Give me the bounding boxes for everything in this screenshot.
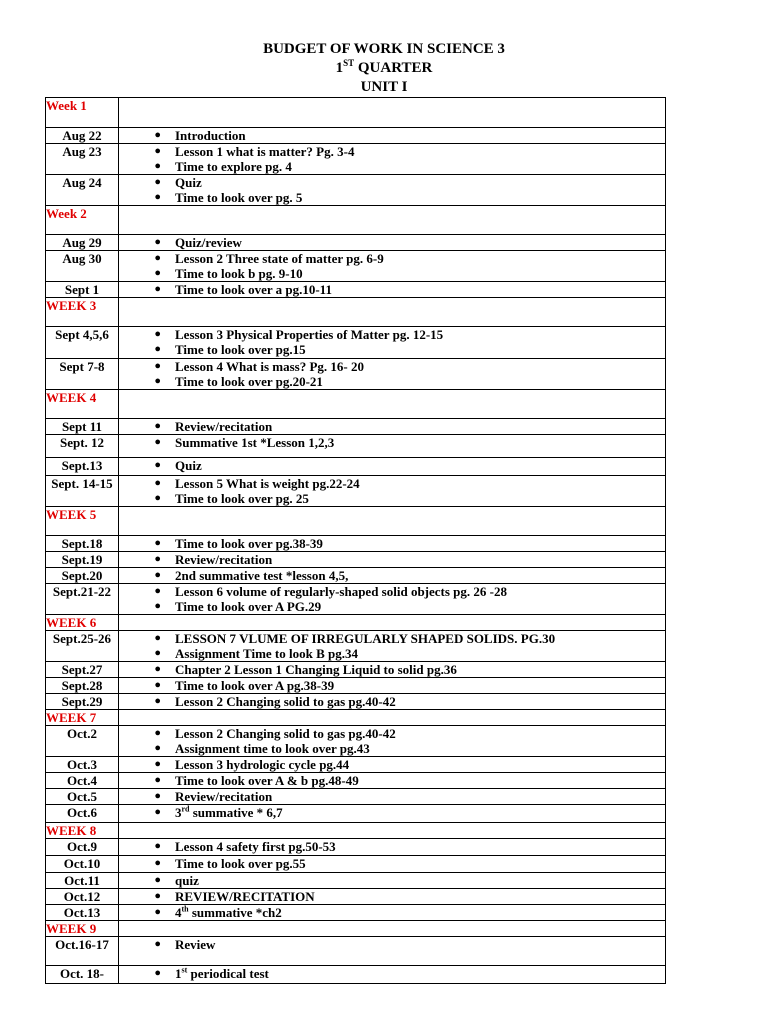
date-cell: Aug 30 <box>46 251 119 282</box>
bullet-icon: ● <box>154 857 161 869</box>
date-cell: Oct.13 <box>46 905 119 921</box>
lesson-item <box>119 144 665 159</box>
table-row <box>46 873 666 889</box>
lesson-item <box>119 476 665 491</box>
table-row <box>46 327 666 359</box>
lesson-item <box>119 552 665 567</box>
lessons-cell <box>119 773 666 789</box>
lesson-text: 4th summative *ch2 <box>175 904 282 920</box>
lesson-item <box>119 536 665 551</box>
lessons-cell <box>119 419 666 435</box>
lesson-text: Review/recitation <box>175 552 273 567</box>
week-empty-cell <box>119 206 666 235</box>
date-cell: Oct. 18- <box>46 966 119 984</box>
lesson-text: Lesson 2 Changing solid to gas pg.40-42 <box>175 694 396 709</box>
date-cell: Sept.28 <box>46 678 119 694</box>
week-empty-cell <box>119 615 666 631</box>
week-label: WEEK 5 <box>46 507 119 536</box>
bullet-icon: ● <box>154 790 161 802</box>
lesson-text: Lesson 4 safety first pg.50-53 <box>175 839 336 854</box>
lesson-item <box>119 757 665 772</box>
table-row <box>46 789 666 805</box>
lesson-text: 2nd summative test *lesson 4,5, <box>175 568 349 583</box>
lesson-text: Review <box>175 937 216 952</box>
lesson-item <box>119 678 665 693</box>
bullet-icon: ● <box>154 252 161 264</box>
bullet-icon: ● <box>154 360 161 372</box>
lessons-cell <box>119 175 666 206</box>
lesson-item <box>119 599 665 614</box>
quarter-word: QUARTER <box>354 60 433 76</box>
lesson-text: Lesson 5 What is weight pg.22-24 <box>175 476 360 491</box>
table-row <box>46 419 666 435</box>
table-row <box>46 175 666 206</box>
table-row <box>46 905 666 921</box>
bullet-icon: ● <box>154 890 161 902</box>
date-cell: Oct.12 <box>46 889 119 905</box>
table-row <box>46 678 666 694</box>
bullet-icon: ● <box>154 938 161 950</box>
bullet-icon: ● <box>154 459 161 471</box>
lessons-cell <box>119 889 666 905</box>
lesson-item <box>119 282 665 297</box>
lesson-item <box>119 805 665 820</box>
date-cell: Oct.5 <box>46 789 119 805</box>
lesson-item <box>119 905 665 920</box>
budget-table <box>45 97 666 984</box>
bullet-icon: ● <box>154 663 161 675</box>
date-cell: Sept 1 <box>46 282 119 298</box>
bullet-icon: ● <box>154 267 161 279</box>
lesson-text: Assignment time to look over pg.43 <box>175 741 370 756</box>
table-row <box>46 726 666 757</box>
date-cell: Oct.10 <box>46 856 119 873</box>
date-cell: Sept.27 <box>46 662 119 678</box>
date-cell: Sept. 12 <box>46 435 119 458</box>
lessons-cell <box>119 805 666 823</box>
lessons-cell <box>119 631 666 662</box>
date-cell: Sept.19 <box>46 552 119 568</box>
week-empty-cell <box>119 921 666 937</box>
week-empty-cell <box>119 823 666 839</box>
lessons-cell <box>119 327 666 359</box>
bullet-icon: ● <box>154 906 161 918</box>
table-row <box>46 584 666 615</box>
week-label: WEEK 6 <box>46 615 119 631</box>
lessons-cell <box>119 251 666 282</box>
lesson-text: Time to look over pg.55 <box>175 856 306 871</box>
lesson-item <box>119 937 665 952</box>
table-row <box>46 536 666 552</box>
date-cell: Oct.2 <box>46 726 119 757</box>
lesson-item <box>119 359 665 374</box>
date-cell: Sept.20 <box>46 568 119 584</box>
table-row <box>46 251 666 282</box>
lessons-cell <box>119 144 666 175</box>
lessons-cell <box>119 873 666 889</box>
lesson-item <box>119 568 665 583</box>
table-row <box>46 552 666 568</box>
week-row <box>46 507 666 536</box>
lesson-text: quiz <box>175 873 199 888</box>
week-label: Week 1 <box>46 98 119 128</box>
table-row <box>46 144 666 175</box>
lessons-cell <box>119 966 666 984</box>
week-empty-cell <box>119 710 666 726</box>
week-row <box>46 615 666 631</box>
doc-quarter <box>0 59 768 77</box>
bullet-icon: ● <box>154 569 161 581</box>
week-row <box>46 206 666 235</box>
lesson-text: 1st periodical test <box>175 965 269 981</box>
lessons-cell <box>119 235 666 251</box>
date-cell: Aug 23 <box>46 144 119 175</box>
bullet-icon: ● <box>154 191 161 203</box>
week-label: WEEK 9 <box>46 921 119 937</box>
date-cell: Oct.11 <box>46 873 119 889</box>
bullet-icon: ● <box>154 553 161 565</box>
lesson-text: Lesson 6 volume of regularly-shaped solid objects pg. 26 -28 <box>175 584 507 599</box>
lesson-text: Introduction <box>175 128 246 143</box>
table-row <box>46 805 666 823</box>
bullet-icon: ● <box>154 647 161 659</box>
lessons-cell <box>119 584 666 615</box>
lesson-text: Time to look over A pg.38-39 <box>175 678 335 693</box>
lesson-text: Quiz <box>175 175 202 190</box>
lesson-text: Time to look over A & b pg.48-49 <box>175 773 359 788</box>
table-row <box>46 856 666 873</box>
table-row <box>46 435 666 458</box>
week-row <box>46 921 666 937</box>
table-row <box>46 937 666 966</box>
lessons-cell <box>119 359 666 390</box>
lesson-text: Lesson 2 Changing solid to gas pg.40-42 <box>175 726 396 741</box>
bullet-icon: ● <box>154 375 161 387</box>
table-row <box>46 694 666 710</box>
bullet-icon: ● <box>154 806 161 818</box>
week-empty-cell <box>119 298 666 327</box>
lesson-item <box>119 266 665 281</box>
lessons-cell <box>119 536 666 552</box>
week-label: WEEK 8 <box>46 823 119 839</box>
lesson-item <box>119 889 665 904</box>
lesson-item <box>119 662 665 677</box>
table-row <box>46 773 666 789</box>
bullet-icon: ● <box>154 967 161 979</box>
lessons-cell <box>119 839 666 856</box>
lesson-item <box>119 458 665 473</box>
week-row <box>46 98 666 128</box>
date-cell: Sept.29 <box>46 694 119 710</box>
date-cell: Aug 22 <box>46 128 119 144</box>
lesson-item <box>119 159 665 174</box>
table-row <box>46 458 666 476</box>
lesson-text: Review/recitation <box>175 789 273 804</box>
lesson-item <box>119 235 665 250</box>
bullet-icon: ● <box>154 742 161 754</box>
lesson-item <box>119 419 665 434</box>
date-cell: Sept.25-26 <box>46 631 119 662</box>
week-empty-cell <box>119 507 666 536</box>
lesson-text: Lesson 3 hydrologic cycle pg.44 <box>175 757 350 772</box>
lesson-text: Lesson 4 What is mass? Pg. 16- 20 <box>175 359 365 374</box>
lessons-cell <box>119 476 666 507</box>
week-label: Week 2 <box>46 206 119 235</box>
lesson-item <box>119 491 665 506</box>
lesson-text: Lesson 1 what is matter? Pg. 3-4 <box>175 144 355 159</box>
lessons-cell <box>119 662 666 678</box>
date-cell: Sept.18 <box>46 536 119 552</box>
bullet-icon: ● <box>154 840 161 852</box>
lesson-text: Lesson 2 Three state of matter pg. 6-9 <box>175 251 384 266</box>
lesson-item <box>119 631 665 646</box>
week-empty-cell <box>119 390 666 419</box>
lesson-text: Time to look over pg. 5 <box>175 190 303 205</box>
lesson-item <box>119 646 665 661</box>
lesson-text: Summative 1st *Lesson 1,2,3 <box>175 435 335 450</box>
date-cell: Sept 11 <box>46 419 119 435</box>
lessons-cell <box>119 937 666 966</box>
table-row <box>46 282 666 298</box>
lessons-cell <box>119 856 666 873</box>
lessons-cell <box>119 726 666 757</box>
table-row <box>46 889 666 905</box>
date-cell: Sept.21-22 <box>46 584 119 615</box>
bullet-icon: ● <box>154 436 161 448</box>
quarter-number: 1 <box>335 60 344 76</box>
lessons-cell <box>119 789 666 805</box>
lesson-item <box>119 128 665 143</box>
lessons-cell <box>119 568 666 584</box>
bullet-icon: ● <box>154 420 161 432</box>
doc-unit: UNIT I <box>360 79 408 95</box>
week-label: WEEK 3 <box>46 298 119 327</box>
week-label: WEEK 4 <box>46 390 119 419</box>
date-cell: Oct.9 <box>46 839 119 856</box>
bullet-icon: ● <box>154 129 161 141</box>
bullet-icon: ● <box>154 585 161 597</box>
lesson-text: Time to look over pg.15 <box>175 342 306 357</box>
lessons-cell <box>119 694 666 710</box>
bullet-icon: ● <box>154 477 161 489</box>
week-empty-cell <box>119 98 666 128</box>
table-row <box>46 359 666 390</box>
lesson-item <box>119 175 665 190</box>
lesson-text: Quiz <box>175 458 202 473</box>
lesson-text: 3rd summative * 6,7 <box>175 804 283 820</box>
table-row <box>46 662 666 678</box>
lesson-item <box>119 873 665 888</box>
lesson-text: Time to look over a pg.10-11 <box>175 282 332 297</box>
week-label: WEEK 7 <box>46 710 119 726</box>
lesson-item <box>119 726 665 741</box>
lesson-text: Time to explore pg. 4 <box>175 159 292 174</box>
doc-title: BUDGET OF WORK IN SCIENCE 3 <box>263 41 505 57</box>
week-row <box>46 710 666 726</box>
lesson-item <box>119 789 665 804</box>
lessons-cell <box>119 435 666 458</box>
lesson-item <box>119 327 665 342</box>
lessons-cell <box>119 282 666 298</box>
lesson-item <box>119 435 665 450</box>
lesson-item <box>119 190 665 205</box>
lesson-item <box>119 966 665 981</box>
lesson-text: LESSON 7 VLUME OF IRREGULARLY SHAPED SOLIDS. PG.30 <box>175 631 556 646</box>
bullet-icon: ● <box>154 695 161 707</box>
week-row <box>46 298 666 327</box>
table-row <box>46 128 666 144</box>
table-row <box>46 476 666 507</box>
lesson-text: Lesson 3 Physical Properties of Matter pg. 12-15 <box>175 327 444 342</box>
lesson-item <box>119 773 665 788</box>
quarter-ordinal: ST <box>343 58 355 68</box>
week-row <box>46 390 666 419</box>
bullet-icon: ● <box>154 176 161 188</box>
lesson-item <box>119 839 665 854</box>
lesson-text: REVIEW/RECITATION <box>175 889 315 904</box>
table-row <box>46 235 666 251</box>
bullet-icon: ● <box>154 492 161 504</box>
lesson-item <box>119 251 665 266</box>
date-cell: Oct.16-17 <box>46 937 119 966</box>
bullet-icon: ● <box>154 537 161 549</box>
bullet-icon: ● <box>154 679 161 691</box>
lesson-item <box>119 342 665 357</box>
date-cell: Sept 7-8 <box>46 359 119 390</box>
date-cell: Sept. 14-15 <box>46 476 119 507</box>
lesson-text: Chapter 2 Lesson 1 Changing Liquid to solid pg.36 <box>175 662 457 677</box>
date-cell: Sept.13 <box>46 458 119 476</box>
lesson-item <box>119 856 665 871</box>
lesson-text: Time to look over A PG.29 <box>175 599 322 614</box>
lessons-cell <box>119 458 666 476</box>
table-row <box>46 568 666 584</box>
lessons-cell <box>119 905 666 921</box>
date-cell: Aug 29 <box>46 235 119 251</box>
bullet-icon: ● <box>154 632 161 644</box>
lessons-cell <box>119 678 666 694</box>
bullet-icon: ● <box>154 145 161 157</box>
lesson-text: Time to look over pg. 25 <box>175 491 309 506</box>
bullet-icon: ● <box>154 874 161 886</box>
lesson-item <box>119 694 665 709</box>
table-row <box>46 757 666 773</box>
lesson-text: Time to look b pg. 9-10 <box>175 266 303 281</box>
lessons-cell <box>119 552 666 568</box>
lesson-text: Time to look over pg.38-39 <box>175 536 323 551</box>
lesson-item <box>119 741 665 756</box>
lessons-cell <box>119 757 666 773</box>
bullet-icon: ● <box>154 774 161 786</box>
week-row <box>46 823 666 839</box>
bullet-icon: ● <box>154 600 161 612</box>
table-row <box>46 839 666 856</box>
table-row <box>46 966 666 984</box>
bullet-icon: ● <box>154 727 161 739</box>
bullet-icon: ● <box>154 343 161 355</box>
bullet-icon: ● <box>154 758 161 770</box>
bullet-icon: ● <box>154 328 161 340</box>
date-cell: Aug 24 <box>46 175 119 206</box>
table-row <box>46 631 666 662</box>
lessons-cell <box>119 128 666 144</box>
lesson-text: Assignment Time to look B pg.34 <box>175 646 358 661</box>
lesson-text: Time to look over pg.20-21 <box>175 374 323 389</box>
date-cell: Oct.3 <box>46 757 119 773</box>
lesson-item <box>119 584 665 599</box>
lesson-text: Review/recitation <box>175 419 273 434</box>
date-cell: Sept 4,5,6 <box>46 327 119 359</box>
date-cell: Oct.6 <box>46 805 119 823</box>
bullet-icon: ● <box>154 236 161 248</box>
lesson-text: Quiz/review <box>175 235 242 250</box>
bullet-icon: ● <box>154 160 161 172</box>
bullet-icon: ● <box>154 283 161 295</box>
date-cell: Oct.4 <box>46 773 119 789</box>
lesson-item <box>119 374 665 389</box>
